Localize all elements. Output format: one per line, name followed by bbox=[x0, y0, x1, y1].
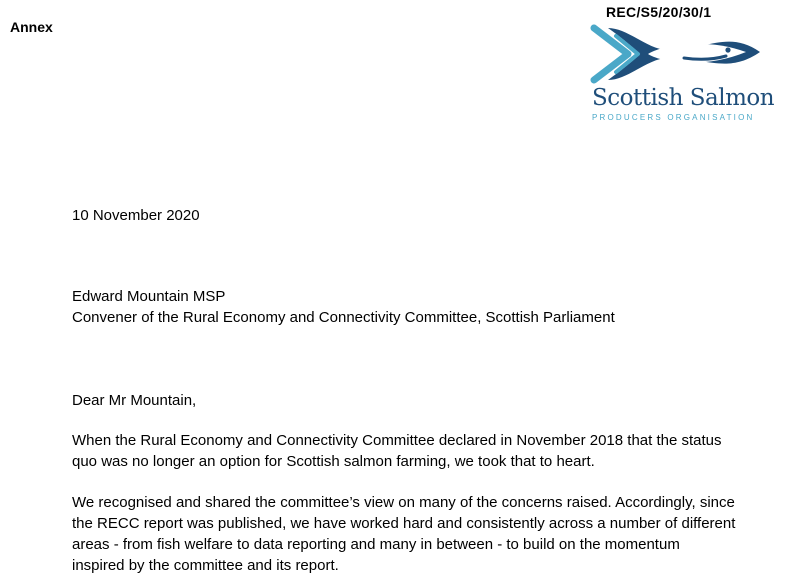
letter-date: 10 November 2020 bbox=[72, 207, 200, 224]
recipient-name: Edward Mountain MSP bbox=[72, 288, 226, 305]
paragraph-line: quo was no longer an option for Scottish salmon farming, we took that to heart. bbox=[72, 453, 595, 470]
paragraph-line: the RECC report was published, we have worked hard and consistently across a number of different bbox=[72, 515, 736, 532]
logo-wordmark: Scottish Salmon bbox=[592, 85, 775, 111]
organisation-logo bbox=[588, 24, 775, 124]
salutation: Dear Mr Mountain, bbox=[72, 392, 197, 409]
paragraph-line: We recognised and shared the committee’s view on many of the concerns raised. Accordingly, since bbox=[72, 494, 735, 511]
paragraph-2 bbox=[72, 492, 772, 576]
paragraph-line: inspired by the committee and its report. bbox=[72, 557, 339, 574]
paragraph-line: When the Rural Economy and Connectivity Committee declared in November 2018 that the status bbox=[72, 432, 722, 449]
recipient-role: Convener of the Rural Economy and Connectivity Committee, Scottish Parliament bbox=[72, 309, 615, 326]
paragraph-1 bbox=[72, 430, 772, 472]
logo-subtitle: PRODUCERS ORGANISATION bbox=[592, 113, 755, 122]
paragraph-line: areas - from fish welfare to data reporting and many in between - to build on the momentum bbox=[72, 536, 680, 553]
annex-label: Annex bbox=[10, 19, 53, 35]
reference-number: REC/S5/20/30/1 bbox=[606, 4, 712, 20]
salmon-fish-logo-icon bbox=[588, 24, 768, 84]
